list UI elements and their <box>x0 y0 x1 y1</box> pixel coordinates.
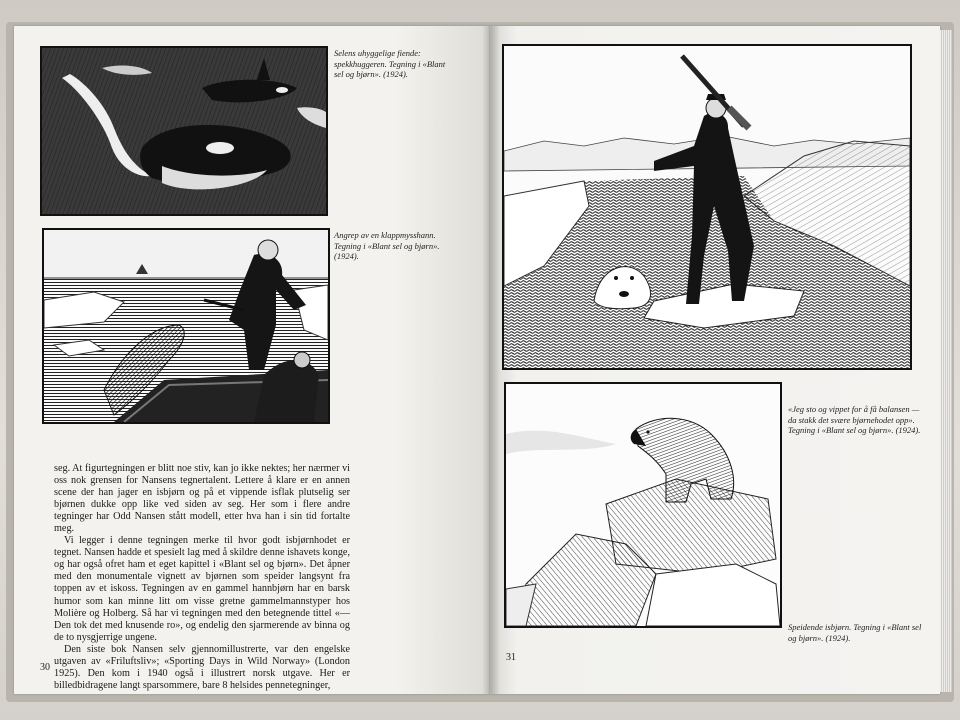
page-edges <box>940 30 952 692</box>
seal-attack-caption: Angrep av en klappmysshann. Tegning i «Blant sel og bjørn». (1924). <box>334 230 440 261</box>
page-number-right: 31 <box>506 652 516 663</box>
orca-caption: Selens uhyggelige fiende: spekkhuggeren. Tegning i «Blant sel og bjørn». (1924). <box>334 48 446 79</box>
right-page <box>490 26 940 694</box>
bear-floe-illustration <box>502 44 912 370</box>
bear-lookout-drawing <box>506 384 780 626</box>
bear-floe-drawing <box>504 46 910 368</box>
left-page <box>14 26 490 694</box>
page-number-left: 30 <box>40 662 50 673</box>
orca-drawing <box>42 48 326 214</box>
seal-attack-illustration <box>42 228 330 424</box>
seal-attack-drawing <box>44 230 328 422</box>
book-spine <box>482 26 500 694</box>
bear-lookout-caption: Speidende isbjørn. Tegning i «Blant sel og bjørn». (1924). <box>788 622 922 643</box>
bear-floe-caption: «Jeg sto og vippet for å få balansen — da stakk det svære bjørnehodet opp». Tegning i «Blant sel og bjørn». (1924). <box>788 404 921 435</box>
paragraph-1: seg. At figurtegningen er blitt noe stiv, kan jo ikke nektes; her nærmer vi oss nok grensen for Nansens tegnertalent. Lettere å klare er en annen scene der han jager en isbjørn og på et vippende isflak plutselig ser bjørnen dukke opp like ved siden av seg. Her som i flere andre tegninger har Odd Nansen stått modell, etter hva han i sin tid fortalte meg. <box>54 463 350 535</box>
paragraph-2: Vi legger i denne tegningen merke til hvor godt isbjørnhodet er tegnet. Nansen hadde et spesielt lag med å skildre denne ishavets konge, og har også ofret ham et eget kapittel i «Blant sel og bjørn». Det åpner med den monumentale vignett av bjørnen som speider langsynt fra toppen av et iskoss. Tegningen av en gammel hannbjørn har en barsk humor som kan minne litt om visse gretne gammelmannstyper hos Molière og Holberg. Så har vi tegningen med den betegnende tittel «— Den tok det med knusende ro», og endelig den sjarmerende av binna og de to nysgjerrige ungene. <box>54 535 350 643</box>
body-text <box>54 463 350 692</box>
orca-illustration <box>40 46 328 216</box>
paragraph-3: Den siste bok Nansen selv gjennomillustrerte, var den engelske utgaven av «Friluftsliv»; «Sporting Days in Wild Norway» (London 1925). Den kom i 1940 også i illustrert norsk utgave. Her er billedbidragene langt sparsommere, bare 8 helsides pennetegninger, <box>54 643 350 691</box>
bear-lookout-illustration <box>504 382 782 628</box>
